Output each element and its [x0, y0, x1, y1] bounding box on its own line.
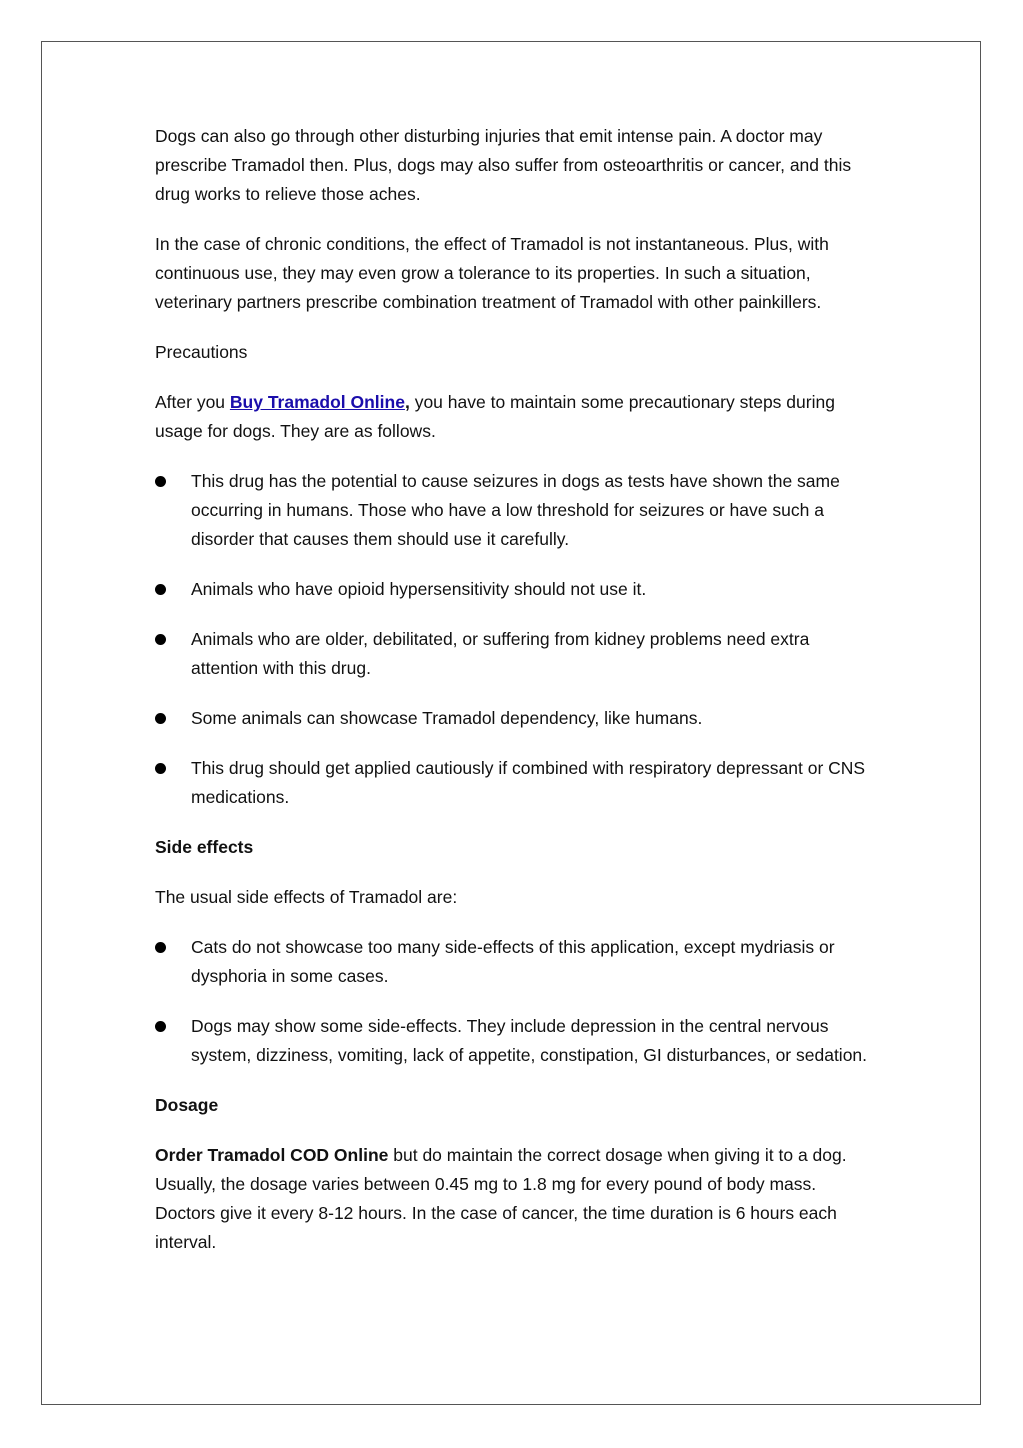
list-item-text: Dogs may show some side-effects. They include depression in the central nervous system, dizziness, vomiting, lack of appetite, constipation, GI disturbances, or sedation.	[191, 1016, 868, 1065]
list-item	[155, 575, 870, 604]
list-item	[155, 625, 870, 683]
list-item-text: Animals who are older, debilitated, or suffering from kidney problems need extra attention with this drug.	[191, 629, 810, 678]
list-item-text: Animals who have opioid hypersensitivity should not use it.	[191, 579, 647, 599]
bullet-dot-icon	[155, 634, 166, 645]
bullet-dot-icon	[155, 584, 166, 595]
list-item	[155, 704, 870, 733]
bullet-dot-icon	[155, 942, 166, 953]
precautions-intro-before-link: After you	[155, 392, 230, 412]
dosage-heading: Dosage	[155, 1095, 219, 1115]
list-item	[155, 933, 870, 991]
intro-paragraph-1: Dogs can also go through other disturbing injuries that emit intense pain. A doctor may prescribe Tramadol then. Plus, dogs may also suffer from osteoarthritis or cancer, and this drug works to relieve those aches.	[155, 126, 852, 204]
dosage-body-text: but do maintain the correct dosage when giving it to a dog. Usually, the dosage varies between 0.45 mg to 1.8 mg for every pound of body mass. Doctors give it every 8-12 hours. In the case of cancer, the time duration is 6 hours each interval.	[155, 1145, 847, 1252]
precautions-list	[155, 467, 870, 812]
precautions-intro	[155, 388, 870, 446]
list-item-text: Cats do not showcase too many side-effects of this application, except mydriasis or dysphoria in some cases.	[191, 937, 835, 986]
list-item	[155, 754, 870, 812]
list-item-text: This drug has the potential to cause seizures in dogs as tests have shown the same occurring in humans. Those who have a low threshold for seizures or have such a disorder that causes them should use it carefully.	[191, 471, 840, 549]
bullet-dot-icon	[155, 1021, 166, 1032]
bullet-dot-icon	[155, 476, 166, 487]
precautions-intro-after-link: you have to maintain some precautionary steps during usage for dogs. They are as follows.	[155, 392, 835, 441]
bullet-dot-icon	[155, 713, 166, 724]
side-effects-heading: Side effects	[155, 837, 254, 857]
link-comma: ,	[404, 392, 410, 412]
list-item	[155, 1012, 870, 1070]
intro-paragraph-2: In the case of chronic conditions, the effect of Tramadol is not instantaneous. Plus, with continuous use, they may even grow a tolerance to its properties. In such a situation, veterinary partners prescribe combination treatment of Tramadol with other painkillers.	[155, 234, 829, 312]
dosage-paragraph	[155, 1141, 870, 1257]
side-effects-list	[155, 933, 870, 1070]
order-tramadol-cod-online-text: Order Tramadol COD Online	[155, 1145, 389, 1165]
precautions-heading: Precautions	[155, 342, 248, 362]
list-item	[155, 467, 870, 554]
side-effects-intro: The usual side effects of Tramadol are:	[155, 887, 458, 907]
document-body	[155, 122, 870, 1278]
list-item-text: This drug should get applied cautiously if combined with respiratory depressant or CNS medications.	[191, 758, 866, 807]
bullet-dot-icon	[155, 763, 166, 774]
list-item-text: Some animals can showcase Tramadol dependency, like humans.	[191, 708, 703, 728]
buy-tramadol-online-link[interactable]: Buy Tramadol Online	[229, 392, 405, 412]
